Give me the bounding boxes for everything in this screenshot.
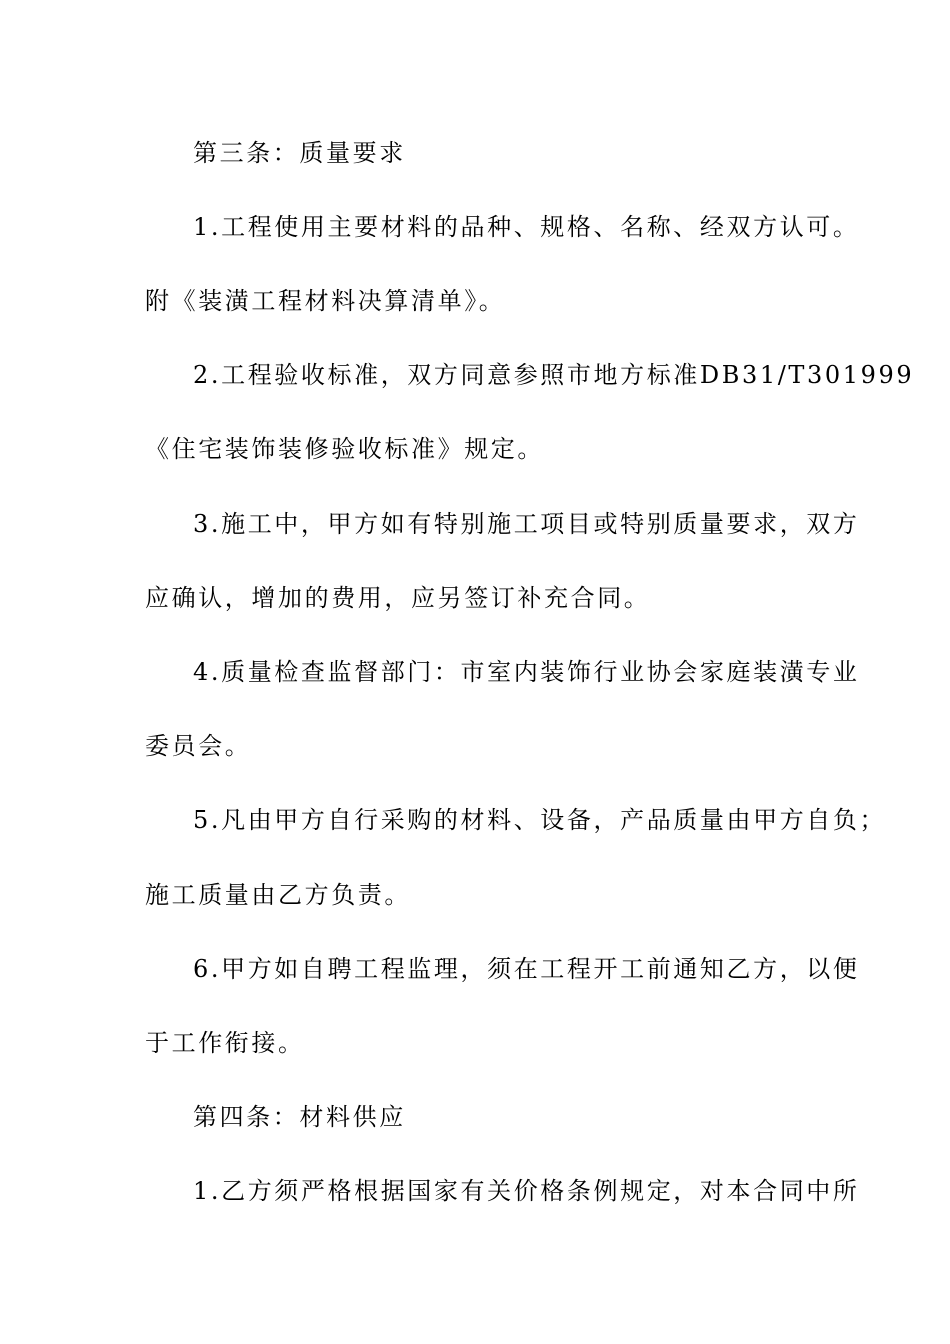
paragraph-line: 施工质量由乙方负责。: [145, 881, 411, 909]
paragraph-line: 于工作衔接。: [145, 1029, 305, 1057]
paragraph-line: 5.凡由甲方自行采购的材料、设备，产品质量由甲方自负；: [193, 806, 887, 834]
paragraph-line: 4.质量检查监督部门：市室内装饰行业协会家庭装潢专业: [193, 658, 860, 686]
paragraph-line: 1.乙方须严格根据国家有关价格条例规定，对本合同中所: [193, 1177, 860, 1205]
section-heading-article-4: 第四条：材料供应: [193, 1103, 406, 1131]
section-heading-article-3: 第三条：质量要求: [193, 139, 406, 167]
paragraph-line: 6.甲方如自聘工程监理，须在工程开工前通知乙方，以便: [193, 955, 860, 983]
paragraph-line: 附《装潢工程材料决算清单》。: [145, 287, 506, 315]
paragraph-line: 3.施工中，甲方如有特别施工项目或特别质量要求，双方: [193, 510, 860, 538]
paragraph-line: 2.工程验收标准，双方同意参照市地方标准DB31/T301999: [193, 361, 915, 389]
paragraph-line: 应确认，增加的费用，应另签订补充合同。: [145, 584, 651, 612]
paragraph-line: 委员会。: [145, 732, 252, 760]
paragraph-line: 1.工程使用主要材料的品种、规格、名称、经双方认可。: [193, 213, 860, 241]
paragraph-line: 《住宅装饰装修验收标准》规定。: [145, 435, 544, 463]
